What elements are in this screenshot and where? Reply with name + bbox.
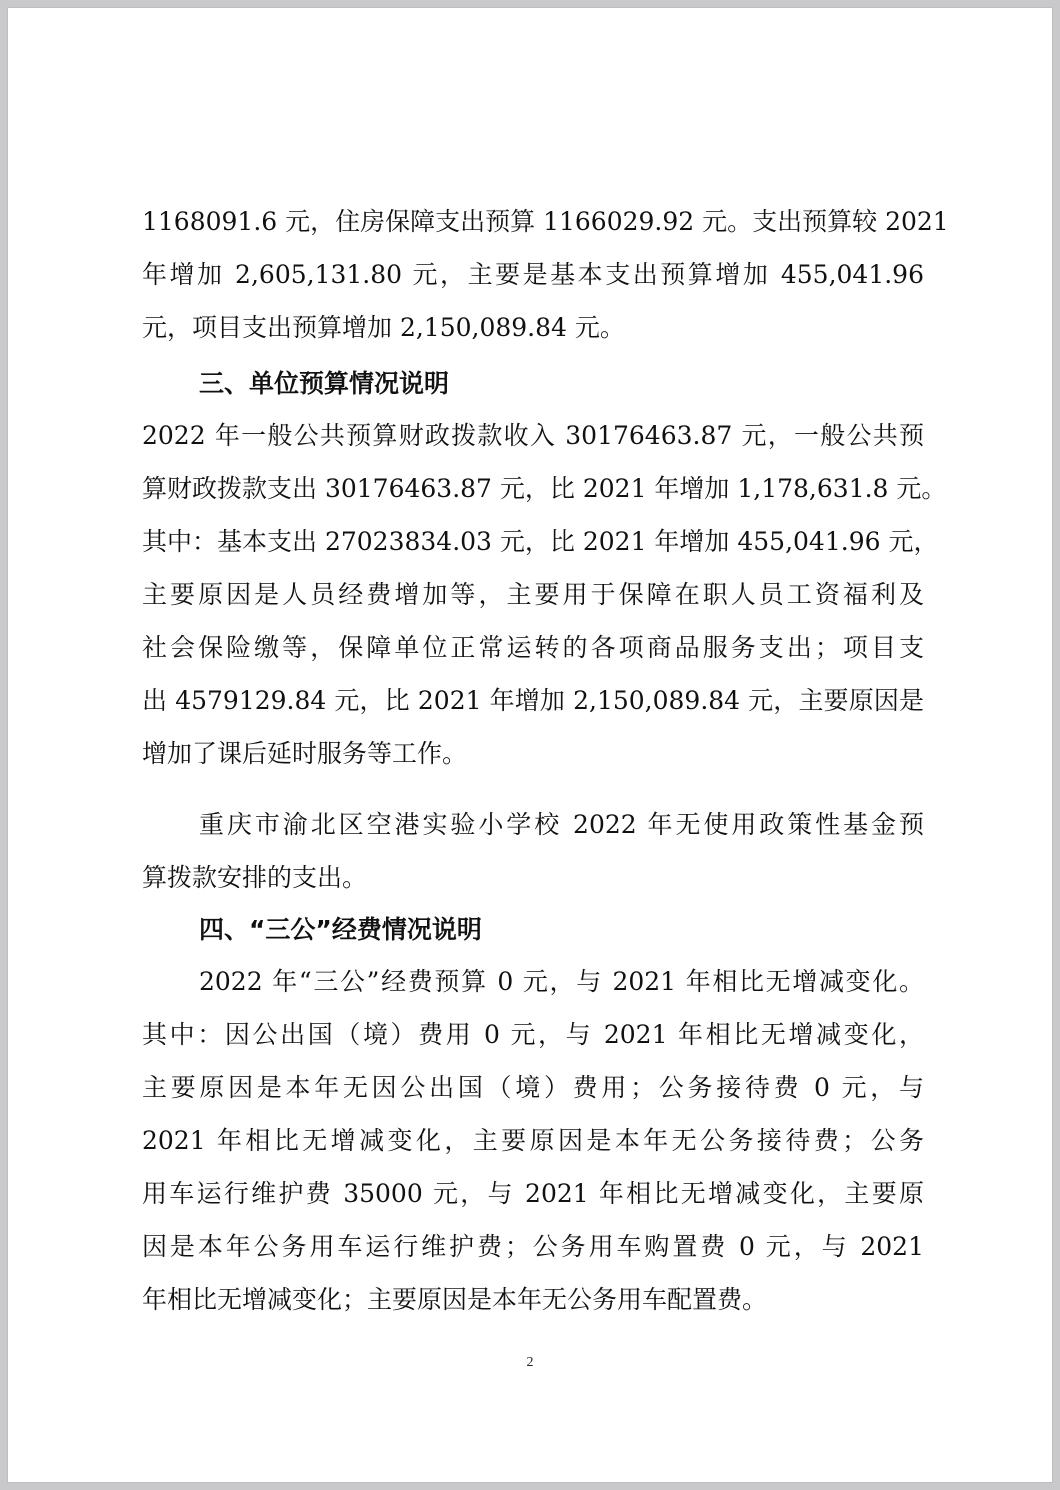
paragraph-three-public-expenses xyxy=(142,955,924,1326)
text-line: 元，项目支出预算增加 2,150,089.84 元。 xyxy=(142,313,625,342)
text-line: 出 4579129.84 元，比 2021 年增加 2,150,089.84 元，主要原因是 xyxy=(142,686,924,715)
text-line: 因是本年公务用车运行维护费；公务用车购置费 0 元，与 2021 xyxy=(142,1232,924,1261)
paragraph-expenditure-summary xyxy=(142,195,949,354)
text-line: 算财政拨款支出 30176463.87 元，比 2021 年增加 1,178,631.8 元。 xyxy=(142,474,947,503)
text-line: 2021 年相比无增减变化，主要原因是本年无公务接待费；公务 xyxy=(142,1126,924,1155)
text-line: 年相比无增减变化；主要原因是本年无公务用车配置费。 xyxy=(142,1285,768,1314)
text-line: 增加了课后延时服务等工作。 xyxy=(142,739,468,768)
text-line: 社会保险缴等，保障单位正常运转的各项商品服务支出；项目支 xyxy=(142,633,924,662)
text-line: 年增加 2,605,131.80 元，主要是基本支出预算增加 455,041.96 xyxy=(142,260,924,289)
section-heading-three-public: 四、“三公”经费情况说明 xyxy=(199,915,482,944)
text-line: 主要原因是本年无因公出国（境）费用；公务接待费 0 元，与 xyxy=(142,1073,924,1102)
text-line: 2022 年“三公”经费预算 0 元，与 2021 年相比无增减变化。 xyxy=(199,967,924,996)
text-line: 算拨款安排的支出。 xyxy=(142,863,368,892)
paragraph-unit-budget xyxy=(142,409,947,780)
paragraph-government-fund xyxy=(142,798,924,904)
document-body xyxy=(142,195,949,1326)
text-line: 其中：基本支出 27023834.03 元，比 2021 年增加 455,041.96 元， xyxy=(142,527,939,556)
text-line: 其中：因公出国（境）费用 0 元，与 2021 年相比无增减变化， xyxy=(142,1020,924,1049)
text-line: 用车运行维护费 35000 元，与 2021 年相比无增减变化，主要原 xyxy=(142,1179,924,1208)
text-line: 重庆市渝北区空港实验小学校 2022 年无使用政策性基金预 xyxy=(199,810,924,839)
text-line: 2022 年一般公共预算财政拨款收入 30176463.87 元，一般公共预 xyxy=(142,421,924,450)
section-heading-unit-budget: 三、单位预算情况说明 xyxy=(199,369,450,398)
page-number: 2 xyxy=(526,1355,534,1370)
text-line: 1168091.6 元，住房保障支出预算 1166029.92 元。支出预算较 2021 xyxy=(142,207,949,236)
text-line: 主要原因是人员经费增加等，主要用于保障在职人员工资福利及 xyxy=(142,580,924,609)
